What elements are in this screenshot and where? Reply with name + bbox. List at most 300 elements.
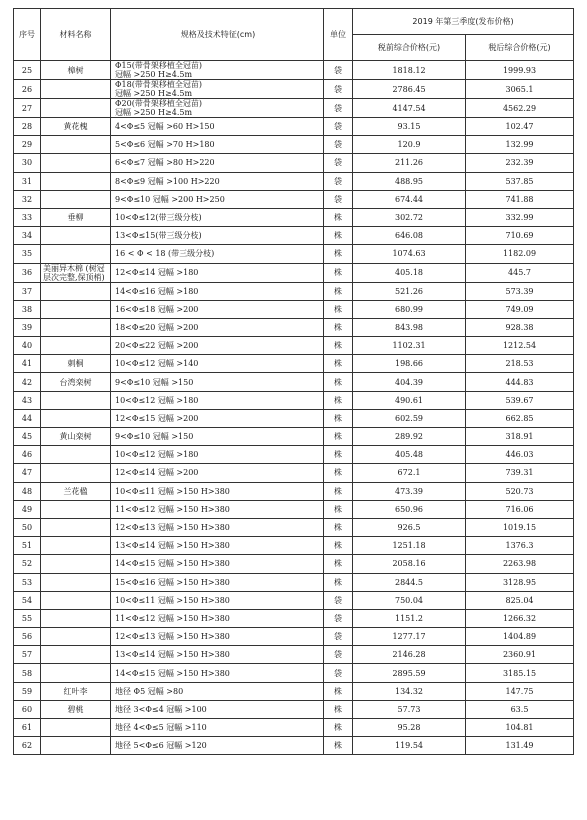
cell-pre-tax: 672.1 <box>353 464 466 482</box>
cell-no: 36 <box>14 263 41 282</box>
spec-line: 12<Φ≤13 冠幅 >150 H>380 <box>115 632 230 642</box>
cell-post-tax: 662.85 <box>466 409 574 427</box>
cell-spec <box>111 373 324 391</box>
cell-spec <box>111 172 324 190</box>
cell-post-tax: 539.67 <box>466 391 574 409</box>
cell-name <box>41 245 111 263</box>
cell-post-tax: 1182.09 <box>466 245 574 263</box>
spec-line-2: 冠幅 >250 H≥4.5m <box>115 89 193 98</box>
cell-name: 美丽异木棉 (树冠层次完整,保顶梢) <box>41 263 111 282</box>
spec-line: 12<Φ≤13 冠幅 >150 H>380 <box>115 523 230 533</box>
cell-no: 32 <box>14 190 41 208</box>
cell-name <box>41 446 111 464</box>
cell-post-tax: 318.91 <box>466 428 574 446</box>
cell-no: 49 <box>14 500 41 518</box>
cell-post-tax: 2263.98 <box>466 555 574 573</box>
spec-line: 10<Φ≤11 冠幅 >150 H>380 <box>115 595 230 605</box>
spec-line: 4<Φ≤5 冠幅 >60 H>150 <box>115 122 215 132</box>
cell-unit: 株 <box>324 391 353 409</box>
cell-spec <box>111 482 324 500</box>
cell-pre-tax: 95.28 <box>353 719 466 737</box>
table-row <box>14 664 574 682</box>
cell-spec <box>111 318 324 336</box>
cell-spec <box>111 300 324 318</box>
spec-line: 14<Φ≤15 冠幅 >150 H>380 <box>115 559 230 569</box>
cell-name <box>41 591 111 609</box>
cell-name: 樟树 <box>41 61 111 80</box>
cell-pre-tax: 926.5 <box>353 518 466 536</box>
cell-unit: 株 <box>324 227 353 245</box>
spec-line: 14<Φ≤16 冠幅 >180 <box>115 286 199 296</box>
cell-no: 62 <box>14 737 41 755</box>
table-row <box>14 573 574 591</box>
cell-pre-tax: 1251.18 <box>353 537 466 555</box>
cell-pre-tax: 2058.16 <box>353 555 466 573</box>
cell-spec <box>111 118 324 136</box>
table-row <box>14 464 574 482</box>
cell-name <box>41 609 111 627</box>
cell-no: 50 <box>14 518 41 536</box>
cell-spec <box>111 80 324 99</box>
cell-name <box>41 190 111 208</box>
table-row <box>14 227 574 245</box>
table-row <box>14 719 574 737</box>
cell-unit: 株 <box>324 337 353 355</box>
cell-no: 35 <box>14 245 41 263</box>
cell-unit: 株 <box>324 719 353 737</box>
cell-no: 40 <box>14 337 41 355</box>
cell-post-tax: 520.73 <box>466 482 574 500</box>
cell-no: 38 <box>14 300 41 318</box>
cell-post-tax: 445.7 <box>466 263 574 282</box>
cell-unit: 袋 <box>324 99 353 118</box>
cell-pre-tax: 650.96 <box>353 500 466 518</box>
cell-pre-tax: 490.61 <box>353 391 466 409</box>
table-row <box>14 646 574 664</box>
cell-no: 46 <box>14 446 41 464</box>
cell-name <box>41 99 111 118</box>
cell-no: 52 <box>14 555 41 573</box>
cell-spec <box>111 263 324 282</box>
cell-post-tax: 446.03 <box>466 446 574 464</box>
cell-spec <box>111 61 324 80</box>
cell-pre-tax: 2895.59 <box>353 664 466 682</box>
cell-post-tax: 1019.15 <box>466 518 574 536</box>
cell-no: 47 <box>14 464 41 482</box>
cell-pre-tax: 750.04 <box>353 591 466 609</box>
cell-post-tax: 928.38 <box>466 318 574 336</box>
spec-line: 5<Φ≤6 冠幅 >70 H>180 <box>115 140 215 150</box>
header-name: 材料名称 <box>41 9 111 61</box>
spec-line: 20<Φ≤22 冠幅 >200 <box>115 341 199 351</box>
cell-name: 红叶李 <box>41 682 111 700</box>
cell-spec <box>111 700 324 718</box>
cell-name <box>41 172 111 190</box>
cell-post-tax: 147.75 <box>466 682 574 700</box>
cell-post-tax: 710.69 <box>466 227 574 245</box>
header-spec: 规格及技术特征(cm) <box>111 9 324 61</box>
cell-post-tax: 3128.95 <box>466 573 574 591</box>
spec-line: 10<Φ≤12 冠幅 >180 <box>115 395 199 405</box>
cell-unit: 株 <box>324 373 353 391</box>
cell-pre-tax: 602.59 <box>353 409 466 427</box>
table-row <box>14 428 574 446</box>
cell-no: 26 <box>14 80 41 99</box>
cell-spec <box>111 190 324 208</box>
cell-spec <box>111 518 324 536</box>
cell-no: 61 <box>14 719 41 737</box>
cell-post-tax: 332.99 <box>466 208 574 226</box>
spec-line: 18<Φ≤20 冠幅 >200 <box>115 322 199 332</box>
cell-name <box>41 282 111 300</box>
cell-post-tax: 3185.15 <box>466 664 574 682</box>
cell-unit: 袋 <box>324 609 353 627</box>
cell-post-tax: 739.31 <box>466 464 574 482</box>
cell-name <box>41 664 111 682</box>
cell-post-tax: 3065.1 <box>466 80 574 99</box>
cell-post-tax: 4562.29 <box>466 99 574 118</box>
table-row <box>14 80 574 99</box>
cell-pre-tax: 2146.28 <box>353 646 466 664</box>
cell-unit: 株 <box>324 573 353 591</box>
cell-pre-tax: 674.44 <box>353 190 466 208</box>
cell-pre-tax: 680.99 <box>353 300 466 318</box>
cell-spec <box>111 537 324 555</box>
cell-spec <box>111 282 324 300</box>
spec-line: 13<Φ≤14 冠幅 >150 H>380 <box>115 541 230 551</box>
table-row <box>14 208 574 226</box>
table-row <box>14 609 574 627</box>
table-row <box>14 282 574 300</box>
cell-name <box>41 500 111 518</box>
spec-line: 地径 4<Φ≤5 冠幅 >110 <box>115 723 207 733</box>
cell-name <box>41 136 111 154</box>
cell-no: 44 <box>14 409 41 427</box>
spec-line: 13<Φ≤15(带三级分枝) <box>115 231 202 241</box>
cell-pre-tax: 2786.45 <box>353 80 466 99</box>
table-row <box>14 591 574 609</box>
cell-name <box>41 409 111 427</box>
table-row <box>14 61 574 80</box>
cell-unit: 株 <box>324 518 353 536</box>
table-row <box>14 500 574 518</box>
spec-line: Φ15(带骨架移植全冠苗) <box>115 61 202 70</box>
cell-spec <box>111 446 324 464</box>
cell-pre-tax: 2844.5 <box>353 573 466 591</box>
cell-pre-tax: 1074.63 <box>353 245 466 263</box>
table-row <box>14 99 574 118</box>
cell-spec <box>111 737 324 755</box>
cell-pre-tax: 198.66 <box>353 355 466 373</box>
spec-line: 14<Φ≤15 冠幅 >150 H>380 <box>115 668 230 678</box>
cell-no: 59 <box>14 682 41 700</box>
spec-line: 9<Φ≤10 冠幅 >150 <box>115 377 194 387</box>
cell-pre-tax: 1818.12 <box>353 61 466 80</box>
spec-line: 地径 3<Φ≤4 冠幅 >100 <box>115 704 207 714</box>
cell-unit: 袋 <box>324 628 353 646</box>
cell-name <box>41 537 111 555</box>
cell-no: 33 <box>14 208 41 226</box>
table-row <box>14 737 574 755</box>
table-row <box>14 537 574 555</box>
cell-no: 39 <box>14 318 41 336</box>
spec-line: 6<Φ≤7 冠幅 >80 H>220 <box>115 158 215 168</box>
cell-spec <box>111 719 324 737</box>
cell-post-tax: 537.85 <box>466 172 574 190</box>
cell-spec <box>111 136 324 154</box>
cell-unit: 株 <box>324 555 353 573</box>
cell-unit: 株 <box>324 500 353 518</box>
cell-spec <box>111 227 324 245</box>
cell-no: 55 <box>14 609 41 627</box>
cell-spec <box>111 573 324 591</box>
cell-pre-tax: 404.39 <box>353 373 466 391</box>
spec-line: 12<Φ≤14 冠幅 >200 <box>115 468 199 478</box>
spec-line: 12<Φ≤15 冠幅 >200 <box>115 413 199 423</box>
cell-spec <box>111 428 324 446</box>
cell-name <box>41 464 111 482</box>
cell-post-tax: 218.53 <box>466 355 574 373</box>
spec-line-2: 冠幅 >250 H≥4.5m <box>115 108 193 117</box>
cell-post-tax: 132.99 <box>466 136 574 154</box>
table-row <box>14 300 574 318</box>
cell-post-tax: 1999.93 <box>466 61 574 80</box>
table-row <box>14 136 574 154</box>
cell-no: 25 <box>14 61 41 80</box>
cell-pre-tax: 405.18 <box>353 263 466 282</box>
table-row <box>14 391 574 409</box>
cell-spec <box>111 208 324 226</box>
table-body <box>14 61 574 755</box>
header-period: 2019 年第三季度(发布价格) <box>353 9 574 35</box>
table-row <box>14 263 574 282</box>
cell-unit: 袋 <box>324 190 353 208</box>
table-row <box>14 373 574 391</box>
header-no: 序号 <box>14 9 41 61</box>
cell-post-tax: 1266.32 <box>466 609 574 627</box>
spec-line: 10<Φ≤12 冠幅 >180 <box>115 450 199 460</box>
cell-name <box>41 227 111 245</box>
cell-spec <box>111 355 324 373</box>
cell-post-tax: 741.88 <box>466 190 574 208</box>
table-row <box>14 628 574 646</box>
spec-line: 16 < Φ < 18 (带三级分枝) <box>115 249 215 259</box>
cell-pre-tax: 119.54 <box>353 737 466 755</box>
cell-pre-tax: 289.92 <box>353 428 466 446</box>
cell-no: 43 <box>14 391 41 409</box>
table-row <box>14 700 574 718</box>
cell-no: 37 <box>14 282 41 300</box>
cell-post-tax: 232.39 <box>466 154 574 172</box>
cell-pre-tax: 1102.31 <box>353 337 466 355</box>
cell-post-tax: 131.49 <box>466 737 574 755</box>
cell-name <box>41 737 111 755</box>
cell-unit: 袋 <box>324 646 353 664</box>
cell-post-tax: 825.04 <box>466 591 574 609</box>
cell-spec <box>111 409 324 427</box>
table-row <box>14 518 574 536</box>
cell-pre-tax: 211.26 <box>353 154 466 172</box>
cell-no: 41 <box>14 355 41 373</box>
cell-name <box>41 318 111 336</box>
table-row <box>14 446 574 464</box>
cell-spec <box>111 500 324 518</box>
cell-name <box>41 154 111 172</box>
cell-unit: 株 <box>324 682 353 700</box>
cell-unit: 株 <box>324 208 353 226</box>
cell-unit: 株 <box>324 446 353 464</box>
cell-post-tax: 2360.91 <box>466 646 574 664</box>
spec-line: 16<Φ≤18 冠幅 >200 <box>115 304 199 314</box>
cell-no: 45 <box>14 428 41 446</box>
table-row <box>14 682 574 700</box>
cell-post-tax: 63.5 <box>466 700 574 718</box>
cell-spec <box>111 99 324 118</box>
cell-unit: 株 <box>324 282 353 300</box>
cell-pre-tax: 646.08 <box>353 227 466 245</box>
table-row <box>14 482 574 500</box>
cell-post-tax: 749.09 <box>466 300 574 318</box>
cell-post-tax: 1376.3 <box>466 537 574 555</box>
cell-name <box>41 337 111 355</box>
cell-no: 57 <box>14 646 41 664</box>
spec-line: 9<Φ≤10 冠幅 >150 <box>115 432 194 442</box>
cell-unit: 袋 <box>324 136 353 154</box>
cell-unit: 袋 <box>324 154 353 172</box>
table-row <box>14 190 574 208</box>
cell-pre-tax: 488.95 <box>353 172 466 190</box>
cell-unit: 袋 <box>324 61 353 80</box>
spec-line: 11<Φ≤12 冠幅 >150 H>380 <box>115 613 230 623</box>
cell-no: 29 <box>14 136 41 154</box>
table-row <box>14 355 574 373</box>
cell-post-tax: 716.06 <box>466 500 574 518</box>
cell-no: 42 <box>14 373 41 391</box>
cell-pre-tax: 4147.54 <box>353 99 466 118</box>
cell-unit: 株 <box>324 464 353 482</box>
table-row <box>14 337 574 355</box>
cell-no: 56 <box>14 628 41 646</box>
cell-name <box>41 391 111 409</box>
cell-no: 51 <box>14 537 41 555</box>
cell-name: 兰花楹 <box>41 482 111 500</box>
table-row <box>14 318 574 336</box>
cell-name <box>41 555 111 573</box>
spec-line: 10<Φ≤11 冠幅 >150 H>380 <box>115 486 230 496</box>
cell-pre-tax: 134.32 <box>353 682 466 700</box>
cell-spec <box>111 391 324 409</box>
cell-post-tax: 1212.54 <box>466 337 574 355</box>
cell-unit: 株 <box>324 263 353 282</box>
cell-unit: 株 <box>324 355 353 373</box>
cell-unit: 株 <box>324 245 353 263</box>
cell-pre-tax: 843.98 <box>353 318 466 336</box>
spec-line: Φ18(带骨架移植全冠苗) <box>115 80 202 89</box>
spec-line: 11<Φ≤12 冠幅 >150 H>380 <box>115 504 230 514</box>
cell-spec <box>111 646 324 664</box>
cell-spec <box>111 337 324 355</box>
cell-name <box>41 518 111 536</box>
spec-line: 12<Φ≤14 冠幅 >180 <box>115 268 199 277</box>
cell-spec <box>111 464 324 482</box>
cell-unit: 袋 <box>324 591 353 609</box>
cell-name <box>41 300 111 318</box>
cell-unit: 株 <box>324 428 353 446</box>
spec-line: 10<Φ≤12(带三级分枝) <box>115 213 202 223</box>
spec-line: 地径 Φ5 冠幅 >80 <box>115 686 184 696</box>
cell-unit: 株 <box>324 737 353 755</box>
cell-unit: 袋 <box>324 172 353 190</box>
spec-line: 地径 5<Φ≤6 冠幅 >120 <box>115 741 207 751</box>
cell-pre-tax: 1277.17 <box>353 628 466 646</box>
header-unit: 单位 <box>324 9 353 61</box>
cell-no: 48 <box>14 482 41 500</box>
cell-no: 30 <box>14 154 41 172</box>
cell-no: 60 <box>14 700 41 718</box>
spec-line: 8<Φ≤9 冠幅 >100 H>220 <box>115 176 220 186</box>
table-row <box>14 409 574 427</box>
cell-name <box>41 719 111 737</box>
cell-name <box>41 573 111 591</box>
cell-spec <box>111 245 324 263</box>
cell-name: 黄花槐 <box>41 118 111 136</box>
cell-no: 27 <box>14 99 41 118</box>
cell-pre-tax: 521.26 <box>353 282 466 300</box>
table-row <box>14 172 574 190</box>
cell-unit: 袋 <box>324 664 353 682</box>
table-row <box>14 245 574 263</box>
cell-pre-tax: 302.72 <box>353 208 466 226</box>
cell-unit: 株 <box>324 318 353 336</box>
cell-spec <box>111 591 324 609</box>
cell-pre-tax: 1151.2 <box>353 609 466 627</box>
spec-line: 13<Φ≤14 冠幅 >150 H>380 <box>115 650 230 660</box>
cell-name <box>41 628 111 646</box>
cell-spec <box>111 555 324 573</box>
cell-name: 碧桃 <box>41 700 111 718</box>
cell-pre-tax: 57.73 <box>353 700 466 718</box>
cell-name <box>41 646 111 664</box>
cell-unit: 株 <box>324 537 353 555</box>
cell-no: 28 <box>14 118 41 136</box>
cell-pre-tax: 405.48 <box>353 446 466 464</box>
spec-line-2: 冠幅 >250 H≥4.5m <box>115 70 193 79</box>
cell-post-tax: 104.81 <box>466 719 574 737</box>
cell-pre-tax: 473.39 <box>353 482 466 500</box>
cell-no: 54 <box>14 591 41 609</box>
spec-line: Φ20(带骨架移植全冠苗) <box>115 99 202 108</box>
table-header <box>14 9 574 61</box>
spec-line: 10<Φ≤12 冠幅 >140 <box>115 359 199 369</box>
cell-post-tax: 102.47 <box>466 118 574 136</box>
cell-name: 黄山栾树 <box>41 428 111 446</box>
cell-post-tax: 444.83 <box>466 373 574 391</box>
cell-spec <box>111 664 324 682</box>
table-row <box>14 555 574 573</box>
cell-name: 刺桐 <box>41 355 111 373</box>
table-row <box>14 154 574 172</box>
cell-post-tax: 573.39 <box>466 282 574 300</box>
cell-no: 31 <box>14 172 41 190</box>
cell-name: 台湾栾树 <box>41 373 111 391</box>
header-pre-tax: 税前综合价格(元) <box>353 35 466 61</box>
spec-line: 15<Φ≤16 冠幅 >150 H>380 <box>115 577 230 587</box>
cell-spec <box>111 609 324 627</box>
cell-no: 34 <box>14 227 41 245</box>
price-table <box>13 8 574 755</box>
spec-line: 9<Φ≤10 冠幅 >200 H>250 <box>115 194 225 204</box>
cell-unit: 株 <box>324 700 353 718</box>
